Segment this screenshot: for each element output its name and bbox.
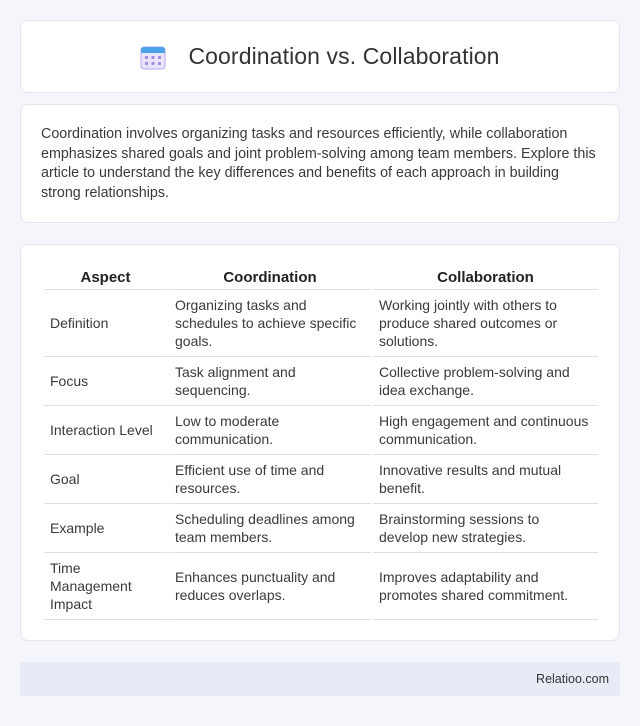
coordination-cell: Efficient use of time and resources. xyxy=(169,455,371,504)
table-header-row xyxy=(44,265,598,290)
header-collaboration: Collaboration xyxy=(373,265,598,290)
coordination-cell: Task alignment and sequencing. xyxy=(169,357,371,406)
coordination-cell: Low to moderate communication. xyxy=(169,406,371,455)
title-card xyxy=(20,20,620,93)
aspect-cell: Goal xyxy=(44,455,167,504)
table-row xyxy=(44,406,598,455)
aspect-cell: Interaction Level xyxy=(44,406,167,455)
collaboration-cell: Collective problem-solving and idea exchange. xyxy=(373,357,598,406)
coordination-cell: Enhances punctuality and reduces overlaps. xyxy=(169,553,371,620)
footer xyxy=(20,662,620,696)
table-row xyxy=(44,290,598,357)
footer-brand[interactable]: Relatioo.com xyxy=(536,672,609,686)
collaboration-cell: Improves adaptability and promotes shared commitment. xyxy=(373,553,598,620)
aspect-cell: Focus xyxy=(44,357,167,406)
collaboration-cell: Working jointly with others to produce shared outcomes or solutions. xyxy=(373,290,598,357)
aspect-cell: Example xyxy=(44,504,167,553)
table-row xyxy=(44,357,598,406)
aspect-cell: Time Management Impact xyxy=(44,553,167,620)
collaboration-cell: Brainstorming sessions to develop new strategies. xyxy=(373,504,598,553)
comparison-table xyxy=(42,265,600,620)
page-title: Coordination vs. Collaboration xyxy=(188,43,500,69)
coordination-cell: Scheduling deadlines among team members. xyxy=(169,504,371,553)
aspect-cell: Definition xyxy=(44,290,167,357)
comparison-table-card xyxy=(20,244,620,641)
intro-card xyxy=(20,104,620,223)
coordination-cell: Organizing tasks and schedules to achieve specific goals. xyxy=(169,290,371,357)
table-row xyxy=(44,455,598,504)
header-coordination: Coordination xyxy=(169,265,371,290)
table-row xyxy=(44,504,598,553)
header-aspect: Aspect xyxy=(44,265,167,290)
intro-text: Coordination involves organizing tasks and resources efficiently, while collaboration emphasizes shared goals and joint problem-solving among team members. Explore this article to understand the key differences and benefits of each approach in building strong relationships. xyxy=(41,126,596,201)
collaboration-cell: High engagement and continuous communication. xyxy=(373,406,598,455)
table-row xyxy=(44,553,598,620)
calendar-icon xyxy=(140,44,166,70)
collaboration-cell: Innovative results and mutual benefit. xyxy=(373,455,598,504)
